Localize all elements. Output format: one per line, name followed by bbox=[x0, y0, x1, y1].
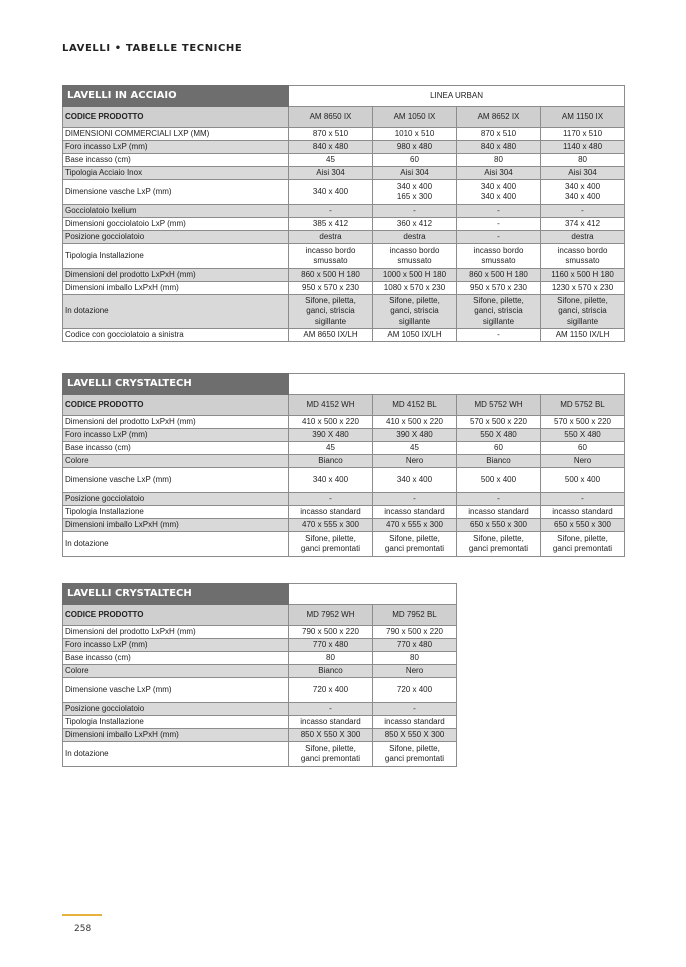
cell-value: 340 x 400 165 x 300 bbox=[373, 180, 457, 205]
product-code-md-7952-bl: MD 7952 BL bbox=[373, 605, 457, 626]
cell-value: 470 x 555 x 300 bbox=[373, 519, 457, 532]
table-row bbox=[63, 493, 625, 506]
cell-value: Nero bbox=[373, 455, 457, 468]
empty-header-cell bbox=[289, 374, 625, 395]
cell-value: incasso standard bbox=[373, 716, 457, 729]
row-label: Foro incasso LxP (mm) bbox=[63, 429, 289, 442]
cell-value: Sifone, pilette, ganci premontati bbox=[373, 742, 457, 767]
cell-value: incasso standard bbox=[289, 716, 373, 729]
cell-value: 1010 x 510 bbox=[373, 128, 457, 141]
table-crystaltech-4-models bbox=[62, 373, 625, 557]
cell-value: Bianco bbox=[289, 455, 373, 468]
cell-value: 60 bbox=[541, 442, 625, 455]
table-row bbox=[63, 218, 625, 231]
table-row bbox=[63, 532, 625, 557]
product-codes-row bbox=[63, 605, 457, 626]
cell-value: incasso standard bbox=[373, 506, 457, 519]
product-code-am-1050-ix: AM 1050 IX bbox=[373, 107, 457, 128]
row-label: Colore bbox=[63, 665, 289, 678]
row-label: Gocciolatoio Ixelium bbox=[63, 205, 289, 218]
cell-value: - bbox=[373, 493, 457, 506]
product-code-am-8650-ix: AM 8650 IX bbox=[289, 107, 373, 128]
cell-value: 390 X 480 bbox=[289, 429, 373, 442]
cell-value: 850 X 550 X 300 bbox=[289, 729, 373, 742]
row-label: Dimensioni del prodotto LxPxH (mm) bbox=[63, 416, 289, 429]
table-row bbox=[63, 128, 625, 141]
product-code-am-8652-ix: AM 8652 IX bbox=[457, 107, 541, 128]
cell-value: 340 x 400 340 x 400 bbox=[457, 180, 541, 205]
cell-value: - bbox=[373, 703, 457, 716]
row-label: Tipologia Installazione bbox=[63, 716, 289, 729]
table-row bbox=[63, 141, 625, 154]
cell-value: Sifone, pilette, ganci, striscia sigillante bbox=[457, 295, 541, 329]
cell-value: - bbox=[541, 493, 625, 506]
table-row bbox=[63, 519, 625, 532]
table-row bbox=[63, 244, 625, 269]
table-row bbox=[63, 429, 625, 442]
cell-value: 1230 x 570 x 230 bbox=[541, 282, 625, 295]
row-label: Tipologia Installazione bbox=[63, 506, 289, 519]
cell-value: 80 bbox=[289, 652, 373, 665]
cell-value: - bbox=[373, 205, 457, 218]
product-codes-row bbox=[63, 395, 625, 416]
cell-value: Aisi 304 bbox=[541, 167, 625, 180]
section-title: LAVELLI CRYSTALTECH bbox=[63, 374, 289, 395]
row-label: Dimensione vasche LxP (mm) bbox=[63, 180, 289, 205]
cell-value: Sifone, pilette, ganci premontati bbox=[373, 532, 457, 557]
cell-value: 340 x 400 bbox=[289, 180, 373, 205]
table-row bbox=[63, 455, 625, 468]
cell-value: incasso bordo smussato bbox=[541, 244, 625, 269]
cell-value: 410 x 500 x 220 bbox=[373, 416, 457, 429]
product-code-md-5752-wh: MD 5752 WH bbox=[457, 395, 541, 416]
row-label: Dimensioni gocciolatoio LxP (mm) bbox=[63, 218, 289, 231]
section-title-row bbox=[63, 86, 625, 107]
cell-value: 1080 x 570 x 230 bbox=[373, 282, 457, 295]
product-code-md-7952-wh: MD 7952 WH bbox=[289, 605, 373, 626]
table-row bbox=[63, 678, 457, 703]
row-label: In dotazione bbox=[63, 742, 289, 767]
cell-value: - bbox=[457, 218, 541, 231]
row-label: In dotazione bbox=[63, 295, 289, 329]
cell-value: 374 x 412 bbox=[541, 218, 625, 231]
cell-value: incasso bordo smussato bbox=[457, 244, 541, 269]
row-label: Base incasso (cm) bbox=[63, 442, 289, 455]
cell-value: 570 x 500 x 220 bbox=[541, 416, 625, 429]
cell-value: - bbox=[457, 231, 541, 244]
table-row bbox=[63, 468, 625, 493]
table-row bbox=[63, 703, 457, 716]
table-row bbox=[63, 295, 625, 329]
row-label: Posizione gocciolatoio bbox=[63, 703, 289, 716]
cell-value: 45 bbox=[373, 442, 457, 455]
cell-value: 770 x 480 bbox=[289, 639, 373, 652]
cell-value: Sifone, piletta, ganci, striscia sigillante bbox=[289, 295, 373, 329]
row-label: Tipologia Installazione bbox=[63, 244, 289, 269]
cell-value: 790 x 500 x 220 bbox=[373, 626, 457, 639]
cell-value: 570 x 500 x 220 bbox=[457, 416, 541, 429]
cell-value: destra bbox=[541, 231, 625, 244]
page-number: 258 bbox=[74, 924, 92, 934]
product-code-md-4152-wh: MD 4152 WH bbox=[289, 395, 373, 416]
cell-value: incasso standard bbox=[541, 506, 625, 519]
table-row bbox=[63, 442, 625, 455]
row-label: Dimensioni del prodotto LxPxH (mm) bbox=[63, 626, 289, 639]
cell-value: 850 X 550 X 300 bbox=[373, 729, 457, 742]
product-code-am-1150-ix: AM 1150 IX bbox=[541, 107, 625, 128]
table-row bbox=[63, 729, 457, 742]
cell-value: 60 bbox=[457, 442, 541, 455]
cell-value: 870 x 510 bbox=[457, 128, 541, 141]
cell-value: AM 8650 IX/LH bbox=[289, 329, 373, 342]
row-label: Tipologia Acciaio Inox bbox=[63, 167, 289, 180]
section-title: LAVELLI CRYSTALTECH bbox=[63, 584, 289, 605]
cell-value: 950 x 570 x 230 bbox=[289, 282, 373, 295]
cell-value: AM 1150 IX/LH bbox=[541, 329, 625, 342]
page-number-rule bbox=[62, 914, 102, 916]
cell-value: 500 x 400 bbox=[541, 468, 625, 493]
cell-value: 720 x 400 bbox=[373, 678, 457, 703]
product-codes-row bbox=[63, 107, 625, 128]
cell-value: 860 x 500 H 180 bbox=[289, 269, 373, 282]
cell-value: incasso bordo smussato bbox=[373, 244, 457, 269]
table-lavelli-acciaio bbox=[62, 85, 625, 342]
cell-value: - bbox=[289, 703, 373, 716]
cell-value: Nero bbox=[541, 455, 625, 468]
cell-value: 550 X 480 bbox=[541, 429, 625, 442]
cell-value: 980 x 480 bbox=[373, 141, 457, 154]
cell-value: 1000 x 500 H 180 bbox=[373, 269, 457, 282]
row-label: Dimensioni del prodotto LxPxH (mm) bbox=[63, 269, 289, 282]
cell-value: destra bbox=[289, 231, 373, 244]
codes-label: CODICE PRODOTTO bbox=[63, 107, 289, 128]
table-row bbox=[63, 626, 457, 639]
cell-value: Bianco bbox=[457, 455, 541, 468]
cell-value: 870 x 510 bbox=[289, 128, 373, 141]
codes-label: CODICE PRODOTTO bbox=[63, 395, 289, 416]
table-row bbox=[63, 416, 625, 429]
cell-value: - bbox=[289, 493, 373, 506]
codes-label: CODICE PRODOTTO bbox=[63, 605, 289, 626]
table-row bbox=[63, 329, 625, 342]
cell-value: - bbox=[457, 205, 541, 218]
cell-value: 650 x 550 x 300 bbox=[541, 519, 625, 532]
product-line-header: LINEA URBAN bbox=[289, 86, 625, 107]
table-row bbox=[63, 231, 625, 244]
cell-value: 650 x 550 x 300 bbox=[457, 519, 541, 532]
cell-value: destra bbox=[373, 231, 457, 244]
row-label: Dimensione vasche LxP (mm) bbox=[63, 678, 289, 703]
page-header: LAVELLI • TABELLE TECNICHE bbox=[62, 43, 243, 54]
cell-value: 840 x 480 bbox=[457, 141, 541, 154]
table-crystaltech-2-models bbox=[62, 583, 457, 767]
cell-value: Sifone, pilette, ganci premontati bbox=[289, 532, 373, 557]
row-label: Dimensione vasche LxP (mm) bbox=[63, 468, 289, 493]
row-label: Base incasso (cm) bbox=[63, 154, 289, 167]
cell-value: 340 x 400 bbox=[289, 468, 373, 493]
row-label: Dimensioni imballo LxPxH (mm) bbox=[63, 519, 289, 532]
table-row bbox=[63, 506, 625, 519]
cell-value: 550 X 480 bbox=[457, 429, 541, 442]
row-label: Posizione gocciolatoio bbox=[63, 493, 289, 506]
table-row bbox=[63, 180, 625, 205]
row-label: Dimensioni imballo LxPxH (mm) bbox=[63, 729, 289, 742]
row-label: Codice con gocciolatoio a sinistra bbox=[63, 329, 289, 342]
cell-value: Sifone, pilette, ganci premontati bbox=[541, 532, 625, 557]
table-row bbox=[63, 269, 625, 282]
cell-value: 385 x 412 bbox=[289, 218, 373, 231]
cell-value: 1160 x 500 H 180 bbox=[541, 269, 625, 282]
cell-value: 1170 x 510 bbox=[541, 128, 625, 141]
cell-value: Sifone, pilette, ganci premontati bbox=[457, 532, 541, 557]
cell-value: 1140 x 480 bbox=[541, 141, 625, 154]
cell-value: 390 X 480 bbox=[373, 429, 457, 442]
cell-value: incasso standard bbox=[457, 506, 541, 519]
row-label: In dotazione bbox=[63, 532, 289, 557]
product-code-md-5752-bl: MD 5752 BL bbox=[541, 395, 625, 416]
cell-value: 80 bbox=[541, 154, 625, 167]
table-row bbox=[63, 665, 457, 678]
cell-value: Sifone, pilette, ganci premontati bbox=[289, 742, 373, 767]
table-row bbox=[63, 282, 625, 295]
cell-value: 860 x 500 H 180 bbox=[457, 269, 541, 282]
row-label: Dimensioni imballo LxPxH (mm) bbox=[63, 282, 289, 295]
cell-value: - bbox=[289, 205, 373, 218]
row-label: DIMENSIONI COMMERCIALI LXP (MM) bbox=[63, 128, 289, 141]
cell-value: Sifone, pilette, ganci, striscia sigillante bbox=[541, 295, 625, 329]
empty-header-cell bbox=[289, 584, 457, 605]
table-row bbox=[63, 167, 625, 180]
cell-value: 340 x 400 bbox=[373, 468, 457, 493]
table-row bbox=[63, 639, 457, 652]
cell-value: - bbox=[457, 329, 541, 342]
cell-value: - bbox=[541, 205, 625, 218]
row-label: Colore bbox=[63, 455, 289, 468]
cell-value: Nero bbox=[373, 665, 457, 678]
cell-value: Sifone, pilette, ganci, striscia sigillante bbox=[373, 295, 457, 329]
cell-value: 790 x 500 x 220 bbox=[289, 626, 373, 639]
row-label: Foro incasso LxP (mm) bbox=[63, 639, 289, 652]
cell-value: 500 x 400 bbox=[457, 468, 541, 493]
product-code-md-4152-bl: MD 4152 BL bbox=[373, 395, 457, 416]
cell-value: 470 x 555 x 300 bbox=[289, 519, 373, 532]
section-title-row bbox=[63, 374, 625, 395]
section-title: LAVELLI IN ACCIAIO bbox=[63, 86, 289, 107]
cell-value: Aisi 304 bbox=[289, 167, 373, 180]
row-label: Foro incasso LxP (mm) bbox=[63, 141, 289, 154]
cell-value: 950 x 570 x 230 bbox=[457, 282, 541, 295]
cell-value: incasso bordo smussato bbox=[289, 244, 373, 269]
row-label: Posizione gocciolatoio bbox=[63, 231, 289, 244]
cell-value: 720 x 400 bbox=[289, 678, 373, 703]
table-row bbox=[63, 154, 625, 167]
cell-value: 360 x 412 bbox=[373, 218, 457, 231]
cell-value: 60 bbox=[373, 154, 457, 167]
cell-value: - bbox=[457, 493, 541, 506]
table-row bbox=[63, 652, 457, 665]
cell-value: 45 bbox=[289, 154, 373, 167]
cell-value: Bianco bbox=[289, 665, 373, 678]
cell-value: 45 bbox=[289, 442, 373, 455]
cell-value: 840 x 480 bbox=[289, 141, 373, 154]
table-row bbox=[63, 716, 457, 729]
cell-value: 80 bbox=[457, 154, 541, 167]
cell-value: incasso standard bbox=[289, 506, 373, 519]
section-title-row bbox=[63, 584, 457, 605]
cell-value: 340 x 400 340 x 400 bbox=[541, 180, 625, 205]
cell-value: 80 bbox=[373, 652, 457, 665]
cell-value: 410 x 500 x 220 bbox=[289, 416, 373, 429]
table-row bbox=[63, 742, 457, 767]
cell-value: AM 1050 IX/LH bbox=[373, 329, 457, 342]
cell-value: 770 x 480 bbox=[373, 639, 457, 652]
row-label: Base incasso (cm) bbox=[63, 652, 289, 665]
cell-value: Aisi 304 bbox=[457, 167, 541, 180]
cell-value: Aisi 304 bbox=[373, 167, 457, 180]
table-row bbox=[63, 205, 625, 218]
